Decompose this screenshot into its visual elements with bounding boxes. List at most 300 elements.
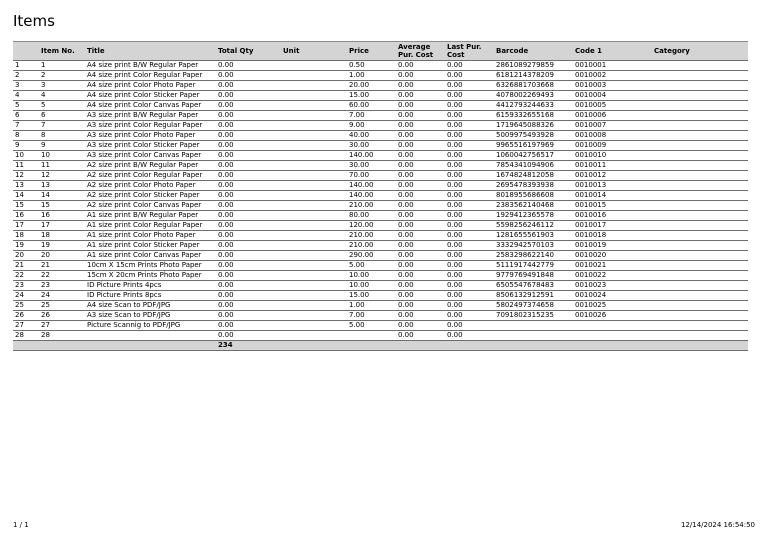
table-header-row [13, 42, 748, 61]
cell-price: 210.00 [347, 241, 396, 251]
cell-unit [281, 261, 347, 271]
cell-category [652, 261, 748, 271]
cell-unit [281, 221, 347, 231]
table-row [13, 151, 748, 161]
cell-barcode: 8018955686608 [494, 191, 573, 201]
cell-unit [281, 241, 347, 251]
cell-price: 1.00 [347, 71, 396, 81]
cell-last-pur-cost: 0.00 [445, 331, 494, 341]
cell-price: 10.00 [347, 271, 396, 281]
cell-last-pur-cost: 0.00 [445, 281, 494, 291]
cell-item-no: 25 [39, 301, 85, 311]
column-header-row-index [13, 42, 39, 61]
cell-item-no: 9 [39, 141, 85, 151]
cell-unit [281, 201, 347, 211]
cell-row-index: 6 [13, 111, 39, 121]
cell-category [652, 251, 748, 261]
cell-barcode: 1674824812058 [494, 171, 573, 181]
cell-code-1: 0010014 [573, 191, 652, 201]
column-header-title: Title [85, 42, 216, 61]
cell-barcode: 1281655561903 [494, 231, 573, 241]
cell-total-qty: 0.00 [216, 181, 281, 191]
cell-average-pur-cost: 0.00 [396, 61, 445, 71]
page-title: Items [13, 12, 55, 30]
cell-price: 70.00 [347, 171, 396, 181]
column-header-item-no: Item No. [39, 42, 85, 61]
cell-unit [281, 181, 347, 191]
cell-average-pur-cost: 0.00 [396, 101, 445, 111]
cell-row-index: 28 [13, 331, 39, 341]
cell-price: 140.00 [347, 181, 396, 191]
cell-average-pur-cost: 0.00 [396, 261, 445, 271]
cell-title: Picture Scannig to PDF/JPG [85, 321, 216, 331]
cell-row-index: 3 [13, 81, 39, 91]
cell-title [85, 331, 216, 341]
cell-category [652, 81, 748, 91]
cell-item-no: 8 [39, 131, 85, 141]
table-row [13, 221, 748, 231]
cell-total-qty: 0.00 [216, 201, 281, 211]
cell-item-no: 22 [39, 271, 85, 281]
cell-code-1: 0010005 [573, 101, 652, 111]
table-row [13, 141, 748, 151]
cell-category [652, 301, 748, 311]
table-row [13, 291, 748, 301]
cell-title: A1 size print B/W Regular Paper [85, 211, 216, 221]
cell-last-pur-cost: 0.00 [445, 111, 494, 121]
cell-item-no: 20 [39, 251, 85, 261]
cell-average-pur-cost: 0.00 [396, 121, 445, 131]
cell-average-pur-cost: 0.00 [396, 271, 445, 281]
cell-total-qty: 0.00 [216, 81, 281, 91]
cell-average-pur-cost: 0.00 [396, 231, 445, 241]
cell-code-1: 0010026 [573, 311, 652, 321]
cell-unit [281, 211, 347, 221]
cell-price: 30.00 [347, 141, 396, 151]
cell-unit [281, 311, 347, 321]
cell-row-index: 12 [13, 171, 39, 181]
total-qty: 234 [216, 341, 281, 351]
cell-average-pur-cost: 0.00 [396, 141, 445, 151]
cell-category [652, 231, 748, 241]
cell-last-pur-cost: 0.00 [445, 101, 494, 111]
cell-category [652, 141, 748, 151]
cell-category [652, 221, 748, 231]
cell-barcode: 9779769491848 [494, 271, 573, 281]
cell-unit [281, 291, 347, 301]
cell-item-no: 12 [39, 171, 85, 181]
cell-total-qty: 0.00 [216, 161, 281, 171]
cell-unit [281, 71, 347, 81]
cell-category [652, 271, 748, 281]
cell-total-qty: 0.00 [216, 241, 281, 251]
cell-category [652, 101, 748, 111]
cell-total-qty: 0.00 [216, 291, 281, 301]
cell-unit [281, 281, 347, 291]
cell-last-pur-cost: 0.00 [445, 271, 494, 281]
cell-total-qty: 0.00 [216, 331, 281, 341]
cell-category [652, 121, 748, 131]
cell-title: A4 size print Color Sticker Paper [85, 91, 216, 101]
column-header-last-pur-cost: Last Pur. Cost [445, 42, 494, 61]
cell-code-1: 0010013 [573, 181, 652, 191]
cell-unit [281, 191, 347, 201]
cell-code-1 [573, 331, 652, 341]
cell-total-qty: 0.00 [216, 311, 281, 321]
cell-item-no: 14 [39, 191, 85, 201]
cell-row-index: 11 [13, 161, 39, 171]
cell-last-pur-cost: 0.00 [445, 151, 494, 161]
cell-title: A2 size print Color Sticker Paper [85, 191, 216, 201]
cell-code-1: 0010018 [573, 231, 652, 241]
cell-total-qty: 0.00 [216, 231, 281, 241]
cell-category [652, 91, 748, 101]
cell-average-pur-cost: 0.00 [396, 131, 445, 141]
cell-unit [281, 141, 347, 151]
column-header-category: Category [652, 42, 748, 61]
cell-unit [281, 151, 347, 161]
cell-last-pur-cost: 0.00 [445, 161, 494, 171]
cell-last-pur-cost: 0.00 [445, 221, 494, 231]
cell-barcode: 6505547678483 [494, 281, 573, 291]
cell-total-qty: 0.00 [216, 321, 281, 331]
cell-price: 30.00 [347, 161, 396, 171]
cell-title: A3 size print Color Sticker Paper [85, 141, 216, 151]
cell-last-pur-cost: 0.00 [445, 291, 494, 301]
cell-code-1: 0010004 [573, 91, 652, 101]
cell-unit [281, 271, 347, 281]
cell-last-pur-cost: 0.00 [445, 231, 494, 241]
table-row [13, 131, 748, 141]
column-header-average-pur-cost: Average Pur. Cost [396, 42, 445, 61]
table-row [13, 201, 748, 211]
cell-title: A2 size print Color Regular Paper [85, 171, 216, 181]
cell-barcode: 2695478393938 [494, 181, 573, 191]
cell-barcode [494, 331, 573, 341]
table-row [13, 111, 748, 121]
cell-row-index: 5 [13, 101, 39, 111]
cell-code-1: 0010025 [573, 301, 652, 311]
cell-barcode: 2583298622140 [494, 251, 573, 261]
cell-last-pur-cost: 0.00 [445, 201, 494, 211]
cell-code-1: 0010016 [573, 211, 652, 221]
cell-unit [281, 101, 347, 111]
cell-barcode: 4412793244633 [494, 101, 573, 111]
cell-row-index: 20 [13, 251, 39, 261]
cell-last-pur-cost: 0.00 [445, 121, 494, 131]
table-row [13, 81, 748, 91]
cell-average-pur-cost: 0.00 [396, 331, 445, 341]
cell-total-qty: 0.00 [216, 251, 281, 261]
cell-item-no: 24 [39, 291, 85, 301]
cell-unit [281, 231, 347, 241]
cell-price: 60.00 [347, 101, 396, 111]
cell-item-no: 1 [39, 61, 85, 71]
cell-unit [281, 81, 347, 91]
cell-last-pur-cost: 0.00 [445, 241, 494, 251]
cell-total-qty: 0.00 [216, 61, 281, 71]
column-header-code-1: Code 1 [573, 42, 652, 61]
cell-title: A1 size print Color Sticker Paper [85, 241, 216, 251]
cell-row-index: 1 [13, 61, 39, 71]
cell-row-index: 19 [13, 241, 39, 251]
cell-title: ID Picture Prints 8pcs [85, 291, 216, 301]
cell-row-index: 7 [13, 121, 39, 131]
cell-average-pur-cost: 0.00 [396, 81, 445, 91]
cell-barcode: 3332942570103 [494, 241, 573, 251]
cell-unit [281, 321, 347, 331]
cell-code-1: 0010001 [573, 61, 652, 71]
table-row [13, 61, 748, 71]
cell-item-no: 2 [39, 71, 85, 81]
cell-total-qty: 0.00 [216, 221, 281, 231]
cell-average-pur-cost: 0.00 [396, 71, 445, 81]
cell-title: A3 size print B/W Regular Paper [85, 111, 216, 121]
cell-title: A4 size print Color Canvas Paper [85, 101, 216, 111]
cell-average-pur-cost: 0.00 [396, 281, 445, 291]
cell-barcode: 1719645088326 [494, 121, 573, 131]
cell-barcode: 7854341094906 [494, 161, 573, 171]
cell-last-pur-cost: 0.00 [445, 181, 494, 191]
column-header-unit: Unit [281, 42, 347, 61]
cell-title: A2 size print Color Canvas Paper [85, 201, 216, 211]
cell-row-index: 13 [13, 181, 39, 191]
cell-item-no: 18 [39, 231, 85, 241]
cell-row-index: 18 [13, 231, 39, 241]
cell-unit [281, 171, 347, 181]
cell-last-pur-cost: 0.00 [445, 191, 494, 201]
table-row [13, 181, 748, 191]
cell-total-qty: 0.00 [216, 191, 281, 201]
cell-price: 20.00 [347, 81, 396, 91]
table-row [13, 121, 748, 131]
cell-item-no: 17 [39, 221, 85, 231]
cell-item-no: 4 [39, 91, 85, 101]
cell-category [652, 191, 748, 201]
cell-title: A3 size print Color Regular Paper [85, 121, 216, 131]
cell-price: 5.00 [347, 321, 396, 331]
cell-price: 9.00 [347, 121, 396, 131]
cell-title: A1 size print Color Regular Paper [85, 221, 216, 231]
cell-code-1: 0010011 [573, 161, 652, 171]
cell-total-qty: 0.00 [216, 111, 281, 121]
cell-average-pur-cost: 0.00 [396, 171, 445, 181]
table-row [13, 261, 748, 271]
cell-average-pur-cost: 0.00 [396, 251, 445, 261]
cell-row-index: 16 [13, 211, 39, 221]
cell-barcode [494, 321, 573, 331]
cell-category [652, 201, 748, 211]
cell-code-1: 0010020 [573, 251, 652, 261]
cell-item-no: 10 [39, 151, 85, 161]
print-timestamp: 12/14/2024 16:54:50 [680, 521, 755, 529]
cell-category [652, 331, 748, 341]
cell-average-pur-cost: 0.00 [396, 291, 445, 301]
cell-average-pur-cost: 0.00 [396, 161, 445, 171]
cell-total-qty: 0.00 [216, 151, 281, 161]
table-row [13, 271, 748, 281]
cell-price: 15.00 [347, 291, 396, 301]
cell-total-qty: 0.00 [216, 131, 281, 141]
cell-total-qty: 0.00 [216, 121, 281, 131]
cell-category [652, 241, 748, 251]
cell-unit [281, 251, 347, 261]
cell-row-index: 17 [13, 221, 39, 231]
cell-code-1: 0010022 [573, 271, 652, 281]
table-row [13, 311, 748, 321]
cell-last-pur-cost: 0.00 [445, 81, 494, 91]
table-row [13, 331, 748, 341]
cell-title: A3 size Scan to PDF/JPG [85, 311, 216, 321]
cell-barcode: 8506132912591 [494, 291, 573, 301]
cell-title: A4 size Scan to PDF/JPG [85, 301, 216, 311]
cell-code-1: 0010009 [573, 141, 652, 151]
cell-total-qty: 0.00 [216, 171, 281, 181]
cell-code-1: 0010003 [573, 81, 652, 91]
cell-price: 10.00 [347, 281, 396, 291]
cell-last-pur-cost: 0.00 [445, 311, 494, 321]
cell-title: A4 size print B/W Regular Paper [85, 61, 216, 71]
cell-row-index: 25 [13, 301, 39, 311]
cell-total-qty: 0.00 [216, 71, 281, 81]
cell-last-pur-cost: 0.00 [445, 91, 494, 101]
cell-price: 7.00 [347, 111, 396, 121]
table-row [13, 321, 748, 331]
cell-unit [281, 91, 347, 101]
cell-title: A2 size print Color Photo Paper [85, 181, 216, 191]
cell-barcode: 4078002269493 [494, 91, 573, 101]
cell-price: 7.00 [347, 311, 396, 321]
cell-code-1: 0010019 [573, 241, 652, 251]
cell-average-pur-cost: 0.00 [396, 301, 445, 311]
table-row [13, 171, 748, 181]
cell-category [652, 311, 748, 321]
cell-category [652, 211, 748, 221]
cell-price: 0.50 [347, 61, 396, 71]
cell-item-no: 3 [39, 81, 85, 91]
cell-code-1: 0010021 [573, 261, 652, 271]
cell-category [652, 111, 748, 121]
cell-price: 5.00 [347, 261, 396, 271]
cell-code-1: 0010012 [573, 171, 652, 181]
cell-title: A1 size print Color Canvas Paper [85, 251, 216, 261]
cell-last-pur-cost: 0.00 [445, 71, 494, 81]
cell-row-index: 14 [13, 191, 39, 201]
cell-total-qty: 0.00 [216, 211, 281, 221]
cell-title: A2 size print B/W Regular Paper [85, 161, 216, 171]
cell-price: 140.00 [347, 151, 396, 161]
cell-average-pur-cost: 0.00 [396, 321, 445, 331]
cell-category [652, 321, 748, 331]
cell-barcode: 2861089279859 [494, 61, 573, 71]
cell-price: 1.00 [347, 301, 396, 311]
cell-row-index: 2 [13, 71, 39, 81]
cell-item-no: 13 [39, 181, 85, 191]
cell-title: A3 size print Color Canvas Paper [85, 151, 216, 161]
cell-unit [281, 121, 347, 131]
table-row [13, 91, 748, 101]
cell-item-no: 27 [39, 321, 85, 331]
cell-category [652, 281, 748, 291]
cell-unit [281, 301, 347, 311]
cell-row-index: 10 [13, 151, 39, 161]
cell-item-no: 26 [39, 311, 85, 321]
cell-price: 40.00 [347, 131, 396, 141]
cell-unit [281, 131, 347, 141]
cell-item-no: 11 [39, 161, 85, 171]
cell-total-qty: 0.00 [216, 101, 281, 111]
cell-item-no: 23 [39, 281, 85, 291]
cell-barcode: 6326881703668 [494, 81, 573, 91]
cell-average-pur-cost: 0.00 [396, 201, 445, 211]
cell-item-no: 19 [39, 241, 85, 251]
cell-total-qty: 0.00 [216, 141, 281, 151]
cell-average-pur-cost: 0.00 [396, 221, 445, 231]
cell-average-pur-cost: 0.00 [396, 241, 445, 251]
cell-price: 80.00 [347, 211, 396, 221]
cell-row-index: 27 [13, 321, 39, 331]
cell-unit [281, 111, 347, 121]
cell-title: A4 size print Color Regular Paper [85, 71, 216, 81]
cell-title: A4 size print Color Photo Paper [85, 81, 216, 91]
cell-row-index: 9 [13, 141, 39, 151]
table-row [13, 101, 748, 111]
cell-price: 210.00 [347, 201, 396, 211]
cell-category [652, 71, 748, 81]
cell-price [347, 331, 396, 341]
cell-item-no: 7 [39, 121, 85, 131]
cell-barcode: 5111917442779 [494, 261, 573, 271]
table-row [13, 71, 748, 81]
cell-barcode: 6159332655168 [494, 111, 573, 121]
cell-category [652, 131, 748, 141]
page-indicator: 1 / 1 [13, 521, 29, 529]
cell-barcode: 7091802315235 [494, 311, 573, 321]
column-header-total-qty: Total Qty [216, 42, 281, 61]
cell-last-pur-cost: 0.00 [445, 61, 494, 71]
cell-average-pur-cost: 0.00 [396, 91, 445, 101]
cell-item-no: 16 [39, 211, 85, 221]
cell-category [652, 61, 748, 71]
cell-category [652, 151, 748, 161]
cell-row-index: 21 [13, 261, 39, 271]
cell-row-index: 15 [13, 201, 39, 211]
cell-item-no: 15 [39, 201, 85, 211]
cell-code-1: 0010008 [573, 131, 652, 141]
cell-average-pur-cost: 0.00 [396, 151, 445, 161]
cell-barcode: 5802497374658 [494, 301, 573, 311]
cell-code-1: 0010010 [573, 151, 652, 161]
cell-row-index: 4 [13, 91, 39, 101]
table-row [13, 281, 748, 291]
cell-code-1: 0010024 [573, 291, 652, 301]
column-header-barcode: Barcode [494, 42, 573, 61]
table-row [13, 161, 748, 171]
table-row [13, 191, 748, 201]
table-row [13, 241, 748, 251]
cell-barcode: 9965516197969 [494, 141, 573, 151]
cell-price: 120.00 [347, 221, 396, 231]
cell-code-1: 0010007 [573, 121, 652, 131]
cell-price: 140.00 [347, 191, 396, 201]
cell-code-1: 0010017 [573, 221, 652, 231]
cell-average-pur-cost: 0.00 [396, 211, 445, 221]
cell-row-index: 8 [13, 131, 39, 141]
cell-code-1 [573, 321, 652, 331]
cell-last-pur-cost: 0.00 [445, 141, 494, 151]
cell-price: 290.00 [347, 251, 396, 261]
table-row [13, 211, 748, 221]
